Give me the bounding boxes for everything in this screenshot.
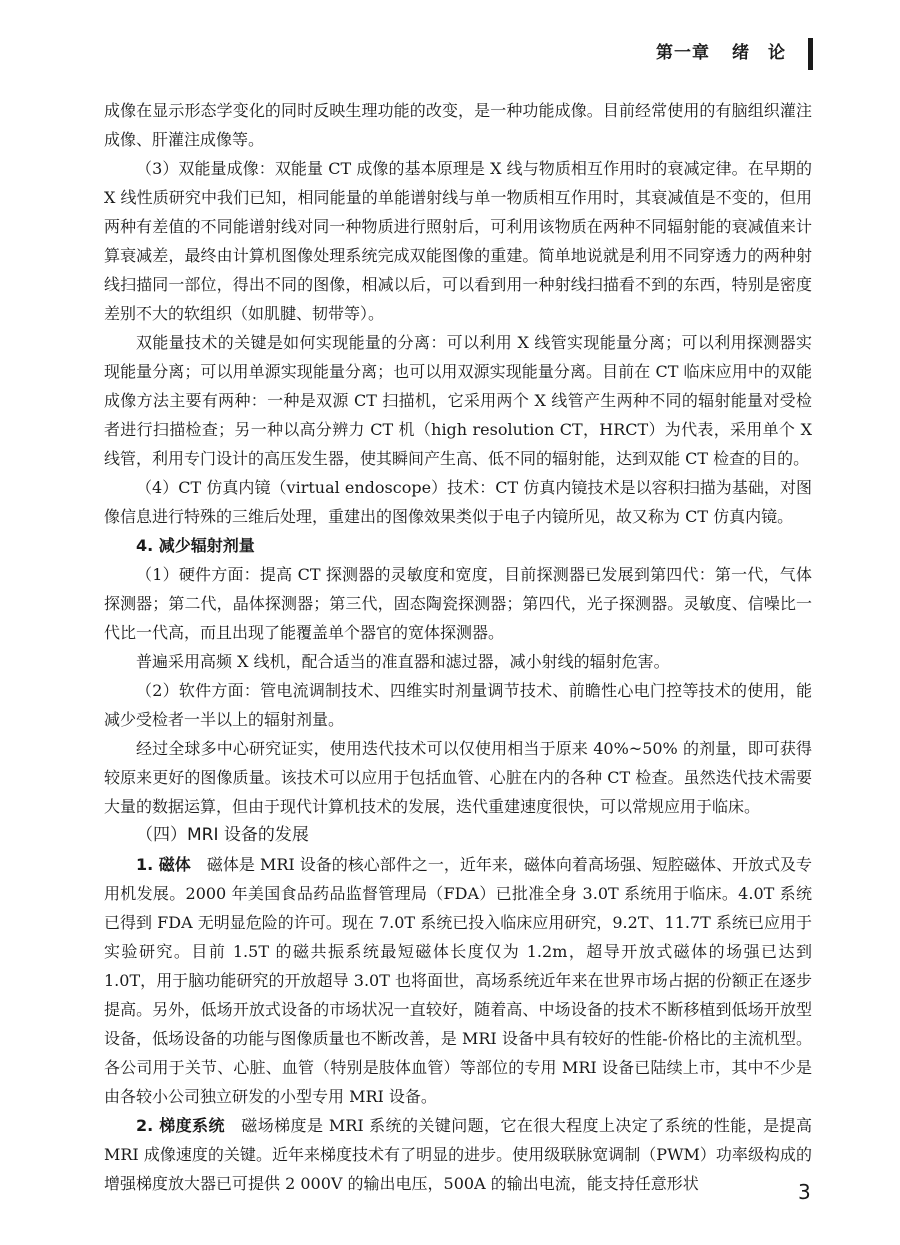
paragraph-perfusion: 成像在显示形态学变化的同时反映生理功能的改变，是一种功能成像。目前经常使用的有脑组织灌注成像、肝灌注成像等。 [104, 101, 812, 149]
heading-mri-section: （四）MRI 设备的发展 [136, 825, 309, 845]
paragraph-magnet [104, 850, 812, 1111]
paragraph-software: （2）软件方面：管电流调制技术、四维实时剂量调节技术、前瞻性心电门控等技术的使用，能减少受检者一半以上的辐射剂量。 [104, 681, 812, 729]
paragraph-gradient [104, 1111, 812, 1198]
lead-magnet: 1. 磁体 [136, 855, 191, 874]
paragraph-virtual-endoscope: （4）CT 仿真内镜（virtual endoscope）技术：CT 仿真内镜技术是以容积扫描为基础，对图像信息进行特殊的三维后处理，重建出的图像效果类似于电子内镜所见，故又称为 CT 仿真内镜。 [104, 478, 812, 526]
page-body [104, 96, 812, 1198]
paragraph-gradient-text: 磁场梯度是 MRI 系统的关键问题，它在很大程度上决定了系统的性能，是提高 MRI 成像速度的关键。近年来梯度技术有了明显的进步。使用级联脉宽调制（PWM）功率级构成的增强梯度放大器已可提供 2 000V 的输出电压，500A 的输出电流，能支持任意形状 [104, 1116, 812, 1193]
paragraph-dual-energy: （3）双能量成像：双能量 CT 成像的基本原理是 X 线与物质相互作用时的衰减定律。在早期的 X 线性质研究中我们已知，相同能量的单能谱射线与单一物质相互作用时，其衰减值是不变的，但用两种有差值的不同能谱射线对同一种物质进行照射后，可利用该物质在两种不同辐射能的衰减值来计算衰减差，最终由计算机图像处理系统完成双能图像的重建。简单地说就是利用不同穿透力的两种射线扫描同一部位，得出不同的图像，相减以后，可以看到用一种射线扫描看不到的东西，特别是密度差别不大的软组织（如肌腱、韧带等）。 [104, 159, 812, 323]
page-number: 3 [798, 1180, 811, 1204]
heading-reduce-dose: 4. 减少辐射剂量 [136, 536, 255, 555]
running-header [656, 38, 786, 63]
paragraph-hardware: （1）硬件方面：提高 CT 探测器的灵敏度和宽度，目前探测器已发展到第四代：第一代，气体探测器；第二代，晶体探测器；第三代，固态陶瓷探测器；第四代，光子探测器。灵敏度、信噪比一代比一代高，而且出现了能覆盖单个器官的宽体探测器。 [104, 565, 812, 642]
header-chapter: 第一章 [656, 43, 710, 63]
header-title: 绪 论 [732, 43, 786, 63]
paragraph-high-frequency: 普遍采用高频 X 线机，配合适当的准直器和滤过器，减小射线的辐射危害。 [136, 652, 670, 671]
paragraph-magnet-text: 磁体是 MRI 设备的核心部件之一，近年来，磁体向着高场强、短腔磁体、开放式及专用机发展。2000 年美国食品药品监督管理局（FDA）已批准全身 3.0T 系统用于临床。4.0T 系统已得到 FDA 无明显危险的许可。现在 7.0T 系统已投入临床应用研究，9.2T、11.7T 系统已应用于实验研究。目前 1.5T 的磁共振系统最短磁体长度仅为 1.2m，超导开放式磁体的场强已达到 1.0T，用于脑功能研究的开放超导 3.0T 也将面世，高场系统近年来在世界市场占据的份额正在逐步提高。另外，低场开放式设备的市场状况一直较好，随着高、中场设备的技术不断移植到低场开放型设备，低场设备的功能与图像质量也不断改善，是 MRI 设备中具有较好的性能-价格比的主流机型。各公司用于关节、心脏、血管（特别是肢体血管）等部位的专用 MRI 设备已陆续上市，其中不少是由各较小公司独立研发的小型专用 MRI 设备。 [104, 855, 812, 1106]
lead-gradient: 2. 梯度系统 [136, 1116, 225, 1135]
paragraph-dual-energy-key: 双能量技术的关键是如何实现能量的分离：可以利用 X 线管实现能量分离；可以利用探测器实现能量分离；可以用单源实现能量分离；也可以用双源实现能量分离。目前在 CT 临床应用中的双能成像方法主要有两种：一种是双源 CT 扫描机，它采用两个 X 线管产生两种不同的辐射能量对受检者进行扫描检查；另一种以高分辨力 CT 机（high resolution CT，HRCT）为代表，采用单个 X 线管，利用专门设计的高压发生器，使其瞬间产生高、低不同的辐射能，达到双能 CT 检查的目的。 [104, 333, 812, 468]
paragraph-iterative: 经过全球多中心研究证实，使用迭代技术可以仅使用相当于原来 40%~50% 的剂量，即可获得较原来更好的图像质量。该技术可以应用于包括血管、心脏在内的各种 CT 检查。虽然迭代技术需要大量的数据运算，但由于现代计算机技术的发展，迭代重建速度很快，可以常规应用于临床。 [104, 739, 812, 816]
header-side-bar [808, 38, 813, 70]
